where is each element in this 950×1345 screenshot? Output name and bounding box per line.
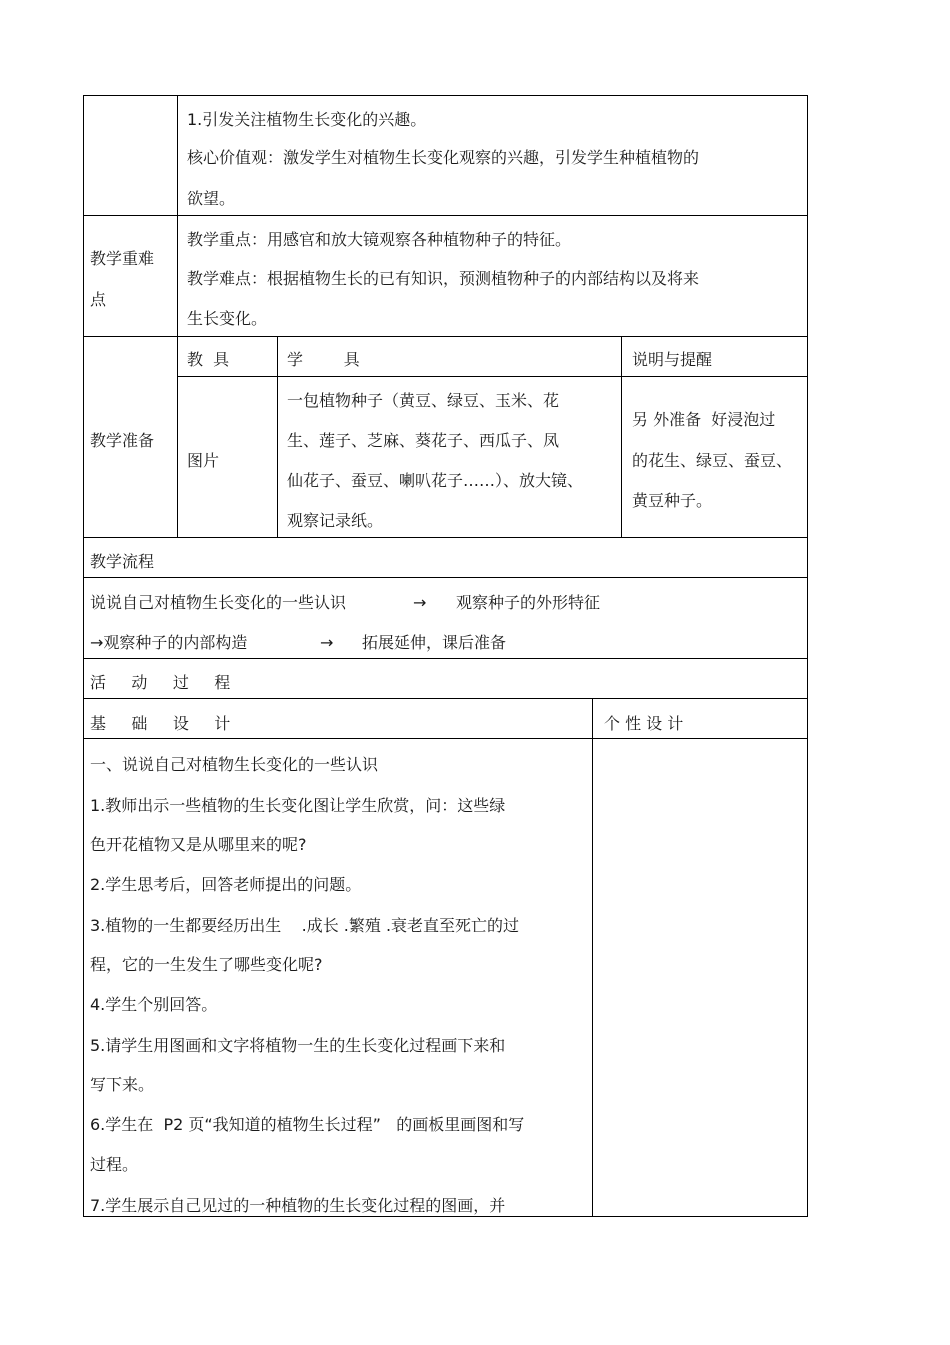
grid-line: [177, 95, 178, 537]
student-tools-line: 生、莲子、芝麻、葵花子、西瓜子、凤: [287, 431, 560, 450]
activity-line: 7.学生展示自己见过的一种植物的生长变化过程的图画，并: [90, 1196, 506, 1215]
activity-label: 活 动 过 程: [90, 673, 231, 692]
activity-line: 写下来。: [90, 1075, 155, 1094]
grid-line: [177, 376, 808, 377]
notes-line: 另 外准备 好浸泡过: [632, 410, 776, 429]
grid-line: [83, 95, 84, 1217]
activity-line: 1.教师出示一些植物的生长变化图让学生欣赏，问：这些绿: [90, 796, 506, 815]
teacher-tools-header: 教 具: [187, 350, 230, 369]
flow-step: 说说自己对植物生长变化的一些认识: [90, 593, 347, 612]
grid-line: [83, 95, 808, 96]
activity-line: 4.学生个别回答。: [90, 995, 218, 1014]
grid-line: [83, 577, 808, 578]
grid-line: [83, 1216, 808, 1217]
activity-line: 程，它的一生发生了哪些变化呢?: [90, 955, 323, 974]
objective-line: 1.引发关注植物生长变化的兴趣。: [187, 110, 427, 129]
flow-step: 拓展延伸，课后准备: [362, 633, 507, 652]
activity-line: 3.植物的一生都要经历出生 .成长 .繁殖 .衰老直至死亡的过: [90, 916, 520, 935]
activity-line: 过程。: [90, 1155, 139, 1174]
flow-step: →观察种子的内部构造: [90, 633, 248, 652]
objective-line: 核心价值观：激发学生对植物生长变化观察的兴趣，引发学生种植植物的: [187, 148, 700, 167]
grid-line: [83, 336, 808, 337]
activity-line: 6.学生在 P2 页“我知道的植物生长过程” 的画板里画图和写: [90, 1115, 525, 1134]
notes-line: 的花生、绿豆、蚕豆、: [632, 451, 793, 470]
grid-line: [83, 537, 808, 538]
flow-step: 观察种子的外形特征: [456, 593, 601, 612]
notes-line: 黄豆种子。: [632, 491, 713, 510]
grid-line: [83, 738, 808, 739]
basic-design-header: 基 础 设 计: [90, 714, 231, 733]
student-tools-line: 仙花子、蚕豆、喇叭花子……）、放大镜、: [287, 471, 584, 490]
activity-line: 2.学生思考后，回答老师提出的问题。: [90, 875, 362, 894]
grid-line: [807, 95, 808, 1217]
student-tools-line: 观察记录纸。: [287, 511, 384, 530]
student-tools-line: 一包植物种子（黄豆、绿豆、玉米、花: [287, 391, 560, 410]
activity-line: 一、说说自己对植物生长变化的一些认识: [90, 755, 379, 774]
key-point-line: 教学难点：根据植物生长的已有知识，预测植物种子的内部结构以及将来: [187, 269, 700, 288]
teacher-tools-value: 图片: [187, 451, 220, 470]
grid-line: [621, 336, 622, 537]
grid-line: [277, 336, 278, 537]
objective-line: 欲望。: [187, 189, 236, 208]
grid-line: [83, 698, 808, 699]
notes-header: 说明与提醒: [632, 350, 713, 369]
flow-arrow: →: [320, 633, 334, 652]
personal-design-header: 个 性 设 计: [604, 714, 684, 733]
flow-label: 教学流程: [90, 552, 155, 571]
activity-line: 色开花植物又是从哪里来的呢?: [90, 835, 307, 854]
key-point-line: 生长变化。: [187, 309, 268, 328]
grid-line: [83, 215, 808, 216]
preparation-label: 教学准备: [90, 431, 155, 450]
key-point-line: 教学重点：用感官和放大镜观察各种植物种子的特征。: [187, 230, 572, 249]
student-tools-header: 学 具: [287, 350, 360, 369]
activity-line: 5.请学生用图画和文字将植物一生的生长变化过程画下来和: [90, 1036, 506, 1055]
grid-line: [83, 658, 808, 659]
grid-line: [592, 698, 593, 1217]
flow-arrow: →: [413, 593, 427, 612]
